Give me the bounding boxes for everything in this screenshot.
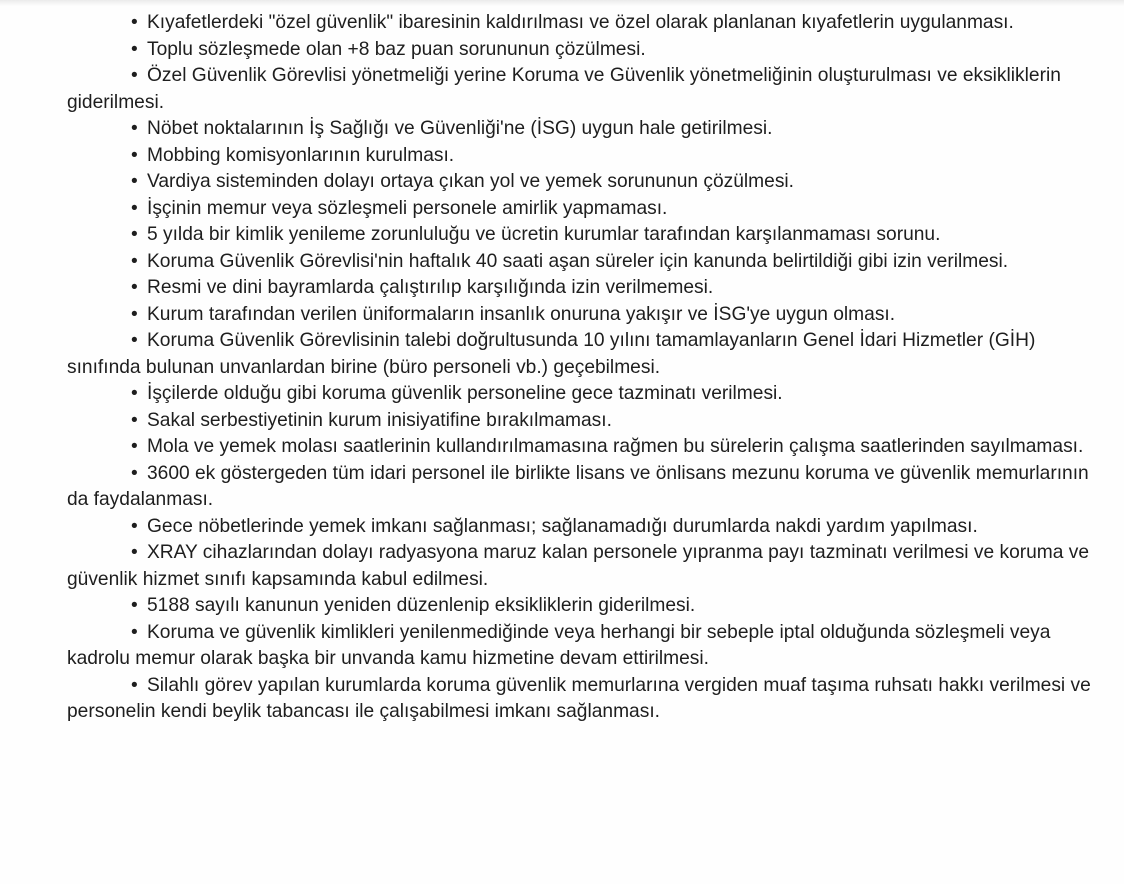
list-item xyxy=(67,434,1113,461)
list-item-text: 3600 ek göstergeden tüm idari personel ile birlikte lisans ve önlisans mezunu koruma ve güvenlik memurlarının da faydalanması. xyxy=(67,462,1089,510)
list-item xyxy=(67,275,1113,302)
list-item xyxy=(67,593,1113,620)
bullet-icon: • xyxy=(131,144,138,166)
list-item xyxy=(67,673,1113,726)
bullet-icon: • xyxy=(131,171,138,192)
list-item-text: Koruma Güvenlik Görevlisi'nin haftalık 40 saati aşan süreler için kanunda belirtildiği gibi izin verilmesi. xyxy=(147,250,1009,272)
list-item xyxy=(67,116,1113,143)
scan-edge-shadow xyxy=(0,0,1124,6)
list-item xyxy=(67,63,1113,116)
list-item-text: Toplu sözleşmede olan +8 baz puan sorununun çözülmesi. xyxy=(147,38,646,60)
bullet-icon: • xyxy=(131,436,138,457)
list-item-text: Nöbet noktalarının İş Sağlığı ve Güvenliği'ne (İSG) uygun hale getirilmesi. xyxy=(147,118,773,139)
list-item xyxy=(67,381,1113,408)
bullet-icon: • xyxy=(131,515,138,537)
list-item-text: İşçinin memur veya sözleşmeli personele amirlik yapmaması. xyxy=(147,197,668,219)
bullet-icon: • xyxy=(131,65,138,86)
list-item-text: Sakal serbestiyetinin kurum inisiyatifine bırakılmaması. xyxy=(147,409,612,431)
bullet-icon: • xyxy=(131,621,138,643)
bullet-icon: • xyxy=(131,250,138,272)
bullet-icon: • xyxy=(131,409,138,431)
bullet-icon: • xyxy=(131,224,138,245)
list-item xyxy=(67,249,1113,276)
list-item-text: 5 yılda bir kimlik yenileme zorunluluğu ve ücretin kurumlar tarafından karşılanmaması sorunu. xyxy=(147,224,941,245)
bullet-icon: • xyxy=(131,674,138,696)
list-item-text: Silahlı görev yapılan kurumlarda koruma güvenlik memurlarına vergiden muaf taşıma ruhsatı hakkı verilmesi ve personelin kendi beylik tabancası ile çalışabilmesi imkanı sağlanması. xyxy=(67,674,1091,722)
list-item xyxy=(67,222,1113,249)
bullet-icon: • xyxy=(131,542,138,563)
list-item-text: 5188 sayılı kanunun yeniden düzenlenip eksikliklerin giderilmesi. xyxy=(147,595,696,616)
list-item xyxy=(67,328,1113,381)
list-item xyxy=(67,461,1113,514)
bullet-icon: • xyxy=(131,330,138,351)
list-item-text: Vardiya sisteminden dolayı ortaya çıkan yol ve yemek sorununun çözülmesi. xyxy=(147,171,795,192)
list-item xyxy=(67,37,1113,64)
list-item xyxy=(67,540,1113,593)
list-item-text: Mola ve yemek molası saatlerinin kullandırılmamasına rağmen bu sürelerin çalışma saatlerinden sayılmaması. xyxy=(147,436,1084,457)
list-item-text: Koruma ve güvenlik kimlikleri yenilenmediğinde veya herhangi bir sebeple iptal olduğunda sözleşmeli veya kadrolu memur olarak başka bir unvanda kamu hizmetine devam ettirilmesi. xyxy=(67,621,1051,669)
list-item xyxy=(67,408,1113,435)
bullet-icon: • xyxy=(131,197,138,219)
bullet-icon: • xyxy=(131,12,138,33)
list-item xyxy=(67,196,1113,223)
list-item xyxy=(67,514,1113,541)
list-item-text: Koruma Güvenlik Görevlisinin talebi doğrultusunda 10 yılını tamamlayanların Genel İdari Hizmetler (GİH) sınıfında bulunan unvanlardan birine (büro personeli vb.) geçebilmesi. xyxy=(67,330,1036,378)
demands-list xyxy=(67,10,1113,726)
list-item xyxy=(67,10,1113,37)
list-item-text: İşçilerde olduğu gibi koruma güvenlik personeline gece tazminatı verilmesi. xyxy=(147,383,783,404)
list-item-text: Mobbing komisyonlarının kurulması. xyxy=(147,144,455,166)
bullet-icon: • xyxy=(131,277,138,298)
list-item-text: XRAY cihazlarından dolayı radyasyona maruz kalan personele yıpranma payı tazminatı verilmesi ve koruma ve güvenlik hizmet sınıfı kapsamında kabul edilmesi. xyxy=(67,542,1090,590)
list-item-text: Gece nöbetlerinde yemek imkanı sağlanması; sağlanamadığı durumlarda nakdi yardım yapılması. xyxy=(147,515,978,537)
list-item-text: Kurum tarafından verilen üniformaların insanlık onuruna yakışır ve İSG'ye uygun olması. xyxy=(147,303,896,325)
bullet-icon: • xyxy=(131,462,138,484)
list-item xyxy=(67,620,1113,673)
list-item xyxy=(67,169,1113,196)
list-item-text: Resmi ve dini bayramlarda çalıştırılıp karşılığında izin verilmemesi. xyxy=(147,277,714,298)
bullet-icon: • xyxy=(131,595,138,616)
bullet-icon: • xyxy=(131,383,138,404)
bullet-icon: • xyxy=(131,118,138,139)
bullet-icon: • xyxy=(131,38,138,60)
list-item-text: Özel Güvenlik Görevlisi yönetmeliği yerine Koruma ve Güvenlik yönetmeliğinin oluşturulması ve eksikliklerin giderilmesi. xyxy=(67,65,1061,113)
list-item-text: Kıyafetlerdeki "özel güvenlik" ibaresinin kaldırılması ve özel olarak planlanan kıyafetlerin uygulanması. xyxy=(147,12,1014,33)
bullet-icon: • xyxy=(131,303,138,325)
list-item xyxy=(67,143,1113,170)
list-item xyxy=(67,302,1113,329)
